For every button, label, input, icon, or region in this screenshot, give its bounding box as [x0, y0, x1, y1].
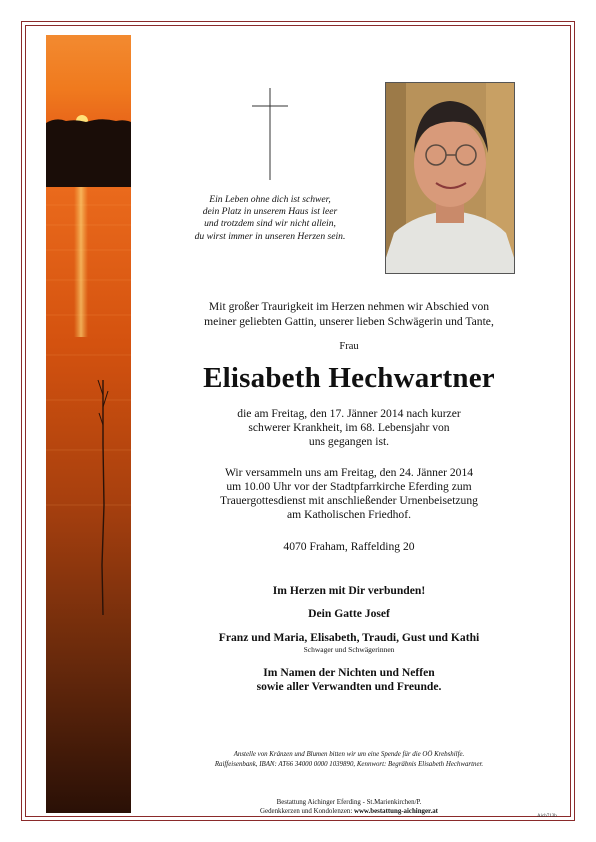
poem-line: du wirst immer in unseren Herzen sein. [194, 230, 346, 242]
sunset-lake-photo [46, 35, 131, 813]
spouse-line: Dein Gatte Josef [308, 607, 390, 620]
portrait-photo [385, 82, 515, 274]
on-behalf [150, 666, 548, 694]
on-behalf-line: Im Namen der Nichten und Neffen [263, 666, 435, 679]
reference-code: Aich713b [537, 814, 557, 819]
funeral-home-contact [150, 808, 548, 817]
service-line: am Katholischen Friedhof. [287, 508, 411, 521]
service-line: Trauergottesdienst mit anschließender Urnenbeisetzung [220, 494, 478, 507]
intro-line: Mit großer Traurigkeit im Herzen nehmen wir Abschied von [208, 300, 490, 313]
poem-line: Ein Leben ohne dich ist schwer, [209, 194, 331, 205]
website-link[interactable]: www.bestattung-aichinger.at [353, 807, 438, 815]
death-notice [150, 407, 548, 449]
death-line: schwerer Krankheit, im 68. Lebensjahr von [248, 421, 450, 434]
relatives-line: Franz und Maria, Elisabeth, Traudi, Gust und Kathi [218, 631, 480, 644]
service-line: um 10.00 Uhr vor der Stadtpfarrkirche Eferding zum [226, 480, 472, 493]
address: 4070 Fraham, Raffelding 20 [283, 540, 415, 553]
deceased-name: Elisabeth Hechwartner [203, 362, 495, 394]
contact-prefix: Gedenkkerzen und Kondolenzen: [260, 807, 354, 815]
intro-text [150, 300, 548, 329]
relatives-caption: Schwager und Schwägerinnen [303, 645, 395, 654]
funeral-home-footer [150, 799, 548, 816]
poem-line: dein Platz in unserem Haus ist leer [202, 206, 338, 218]
salutation: Frau [339, 341, 359, 352]
memorial-poem [160, 194, 380, 243]
on-behalf-line: sowie aller Verwandten und Freunde. [256, 680, 442, 693]
donation-line: Anstelle von Kränzen und Blumen bitten wir um eine Spende für die OÖ Krebshilfe. [233, 751, 465, 758]
poem-line: und trotzdem sind wir nicht allein, [204, 218, 336, 230]
death-line: uns gegangen ist. [308, 435, 390, 448]
service-line: Wir versammeln uns am Freitag, den 24. Jänner 2014 [224, 466, 474, 479]
donation-note [150, 750, 548, 769]
funeral-home-name: Bestattung Aichinger Eferding - St.Marienkirchen/P. [276, 799, 422, 806]
intro-line: meiner geliebten Gattin, unserer lieben Schwägerin und Tante, [204, 314, 494, 328]
cross-icon [251, 86, 289, 182]
death-line: die am Freitag, den 17. Jänner 2014 nach kurzer [237, 407, 461, 420]
donation-line: Raiffeisenbank, IBAN: AT66 34000 0000 1039890, Kennwort: Begräbnis Elisabeth Hechwartner. [214, 760, 484, 768]
service-details [150, 466, 548, 522]
closing-line: Im Herzen mit Dir verbunden! [272, 584, 426, 597]
